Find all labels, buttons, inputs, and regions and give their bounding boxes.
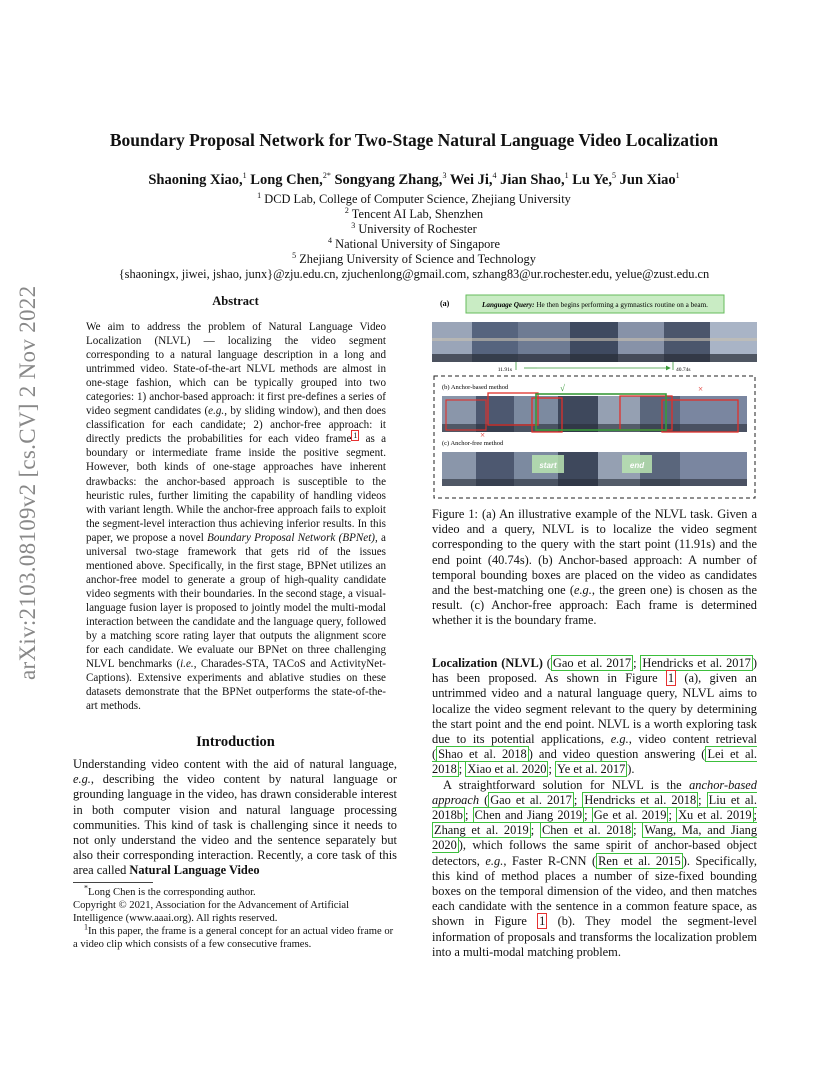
red-cross-mark-2: × — [480, 430, 486, 440]
author-name: Songyang Zhang, — [334, 172, 443, 188]
affiliation-2: $^2$ Tencent AI Lab, Shenzhen — [344, 205, 484, 221]
figure-link[interactable]: 1 — [539, 914, 546, 929]
author-affiliation-mark: 2* — [322, 171, 331, 181]
author-emails: {shaoningx, jiwei, jshao, junx}@zju.edu.cn, zjuchenlong@gmail.com, szhang83@ur.rochester.edu, yelue@zust.edu.cn — [118, 267, 710, 281]
paragraph-nlvl: Localization (NLVL) ( Gao et al. 2017 ; Hendricks et al. 2017 ) has been proposed. As shown in Figure 1 (a), given an untrimmed video and a natural language query, NLVL aims to localize the video segment relevant to the query by determining the start point and the end point. NLVL is a worth exploring task due to its potential applications, e.g., video content retrieval ( Shao et al. 2018 ) and video question answering ( Lei et al. 2018 ; Xiao et al. 2020 ; Ye et al. 2017 ). — [432, 656, 757, 777]
affiliation-5: $^5$ Zhejiang University of Science and Technology — [292, 250, 536, 266]
language-query: Language Query: He then begins performing a gymnastics routine on a beam. — [482, 301, 708, 309]
author-name: Jun Xiao — [619, 172, 676, 188]
figure-link[interactable]: 1 — [667, 671, 675, 686]
citation-link[interactable]: Gao et al. 2017 — [552, 656, 632, 670]
author-name: Jian Shao, — [500, 172, 565, 188]
affiliation-3: $^3$ University of Rochester — [351, 220, 477, 236]
affiliation-4: $^4$ National University of Singapore — [328, 235, 500, 251]
author-name: Lu Ye, — [572, 172, 612, 188]
start-frame-label: start — [539, 461, 557, 470]
abstract-text: We aim to address the problem of Natural Language Video Localization (NLVL) — localizing the video segment corresponding to a natural language description in a long and untrimmed video. State-of-the-art NLVL methods are almost in one-stage fashion, which can be typically grouped into two categories: 1) anchor-based approach: it first pre-defines a series of video segment candidates (e.g., by sliding window), and then does classification for each candidate; 2) anchor-free approach: it directly predicts the probabilities for each video frame $^1$ as a boundary or intermediate frame inside the positive segment. However, both kinds of one-stage approaches have inherent drawbacks: the anchor-based approach is susceptible to the heuristic rules, further limiting the capability of handling videos with variant length. While the anchor-free approach fails to exploit the segment-level interaction thus achieving inferior results. In this paper, we propose a novel Boundary Proposal Network (BPNet), a universal two-stage framework that gets rid of the issues mentioned above. Specifically, in the first stage, BPNet utilizes an anchor-free model to generate a group of high-quality candidate video segments with their boundaries. In the second stage, a visual-language fusion layer is proposed to jointly model the multi-modal interaction between the candidate and the language query, followed by a matching score rating layer that outputs the alignment score for each candidate. We evaluate our BPNet on three challenging NLVL benchmarks (i.e., Charades-STA, TACoS and ActivityNet-Captions). Extensive experiments and ablative studies on these datasets demonstrate that the BPNet outperforms the state-of-the-art methods. — [86, 321, 386, 713]
copyright-notice: Copyright © 2021, Association for the Advancement of Artificial Intelligence (www.aaai.org). All rights reserved. — [73, 900, 350, 924]
citation-link[interactable]: Liu et al. 2018b — [432, 792, 757, 823]
citation-link[interactable]: Hendricks et al. 2018 — [584, 792, 697, 807]
citation-link[interactable]: Shao et al. 2018 — [438, 747, 527, 762]
panel-b-label: (b) Anchor-based method — [442, 384, 509, 391]
right-column-body — [432, 656, 757, 960]
figure-1 — [432, 292, 757, 504]
video-strip-a — [432, 322, 757, 362]
paragraph-anchor-based: A straightforward solution for NLVL is the anchor-based approach ( Gao et al. 2017 ; Hendricks et al. 2018 ; Liu et al. 2018b ; Chen and Jiang 2019 ; Ge et al. 2019 ; Xu et al. 2019 ; Zhang et al. 2019 ; Chen et al. 2018 ; Wang, Ma, and Jiang 2020 ), which follows the same spirit of anchor-based object detectors, e.g., Faster R-CNN ( Ren et al. 2015 ). Specifically, this kind of method places a number of size-fixed bounding boxes on the temporal dimension of the video, and then matches each candidate with the sentence in a common feature space, as shown in Figure 1 (b). They model the segment-level information of proposals and transforms the localization problem into a multi-modal matching problem. — [432, 777, 758, 959]
citation-link[interactable]: Xiao et al. 2020 — [467, 762, 547, 777]
citation-link[interactable]: Hendricks et al. 2017 — [642, 656, 751, 670]
author-name: Long Chen, — [250, 172, 323, 188]
citation-link[interactable]: Ye et al. 2017 — [557, 762, 626, 777]
author-affiliation-mark: 4 — [492, 171, 497, 181]
panel-c-label: (c) Anchor-free method — [442, 440, 504, 447]
start-time-label: 11.91s — [497, 367, 512, 373]
footnote-corresponding: *Long Chen is the corresponding author. — [84, 883, 256, 898]
citation-link[interactable]: Gao et al. 2017 — [490, 792, 572, 807]
author-name: Shaoning Xiao, — [148, 172, 243, 188]
citation-link[interactable]: Chen et al. 2018 — [541, 823, 632, 838]
citation-link[interactable]: Chen and Jiang 2019 — [474, 808, 583, 823]
citation-link[interactable]: Ren et al. 2015 — [598, 853, 681, 868]
end-time-label: 40.74s — [676, 367, 691, 373]
author-list — [0, 172, 828, 189]
footnote-frame: $^1$In this paper, the frame is a general concept for an actual video frame or a video clip which consists of a few consecutive frames. — [73, 922, 394, 950]
footnotes — [73, 883, 397, 951]
video-strip-c — [442, 452, 747, 486]
arxiv-watermark — [8, 285, 48, 680]
affiliations — [0, 192, 828, 282]
citation-link[interactable]: Wang, Ma, and Jiang 2020 — [432, 823, 758, 853]
author-affiliation-mark: 1 — [564, 171, 569, 181]
panel-a-label: (a) — [440, 299, 450, 308]
figure-1-svg — [432, 292, 757, 504]
author-affiliation-mark: 3 — [442, 171, 447, 181]
author-affiliation-mark: 1 — [675, 171, 680, 181]
footnote-link[interactable]: 1 — [353, 430, 358, 440]
author-name: Wei Ji, — [449, 172, 493, 188]
affiliation-1: $^1$ DCD Lab, College of Computer Science, Zhejiang University — [257, 190, 571, 206]
citation-link[interactable]: Xu et al. 2019 — [678, 808, 752, 823]
green-check-mark: √ — [560, 383, 565, 393]
introduction-text: Understanding video content with the aid of natural language, e.g., describing the video content by natural language or grounding language in the video, has drawn considerable interest in both computer vision and natural language processing communities. This kind of task is challenging since it needs to not only understand the video and the sentence separately but also their corresponding interaction. Recently, a core task of this area called Natural Language Video — [73, 757, 397, 878]
citation-link[interactable]: Ge et al. 2019 — [593, 808, 667, 823]
red-cross-mark: × — [698, 384, 704, 394]
figure-1-caption: Figure 1: (a) An illustrative example of the NLVL task. Given a video and a query, NLVL is to localize the video segment corresponding to the query with the start point (11.91s) and the end point (40.74s). (b) Anchor-based approach: A number of temporal bounding boxes are placed on the video as candidates and the best-matching one (e.g., the green one) is chosen as the result. (c) Anchor-free approach: Each frame is determined whether it is the boundary frame. — [432, 507, 757, 628]
citation-link[interactable]: Zhang et al. 2019 — [434, 823, 529, 838]
author-affiliation-mark: 5 — [612, 171, 616, 181]
author-affiliation-mark: 1 — [242, 171, 247, 181]
introduction-heading: Introduction — [196, 734, 275, 750]
end-frame-label: end — [629, 461, 645, 470]
paper-title: Boundary Proposal Network for Two-Stage Natural Language Video Localization — [109, 130, 719, 150]
abstract-heading: Abstract — [212, 294, 259, 308]
citation-link[interactable]: Lei et al. 2018 — [432, 747, 757, 777]
arxiv-id: arXiv:2103.08109v2 [cs.CV] 2 Nov 2022 — [15, 285, 40, 680]
